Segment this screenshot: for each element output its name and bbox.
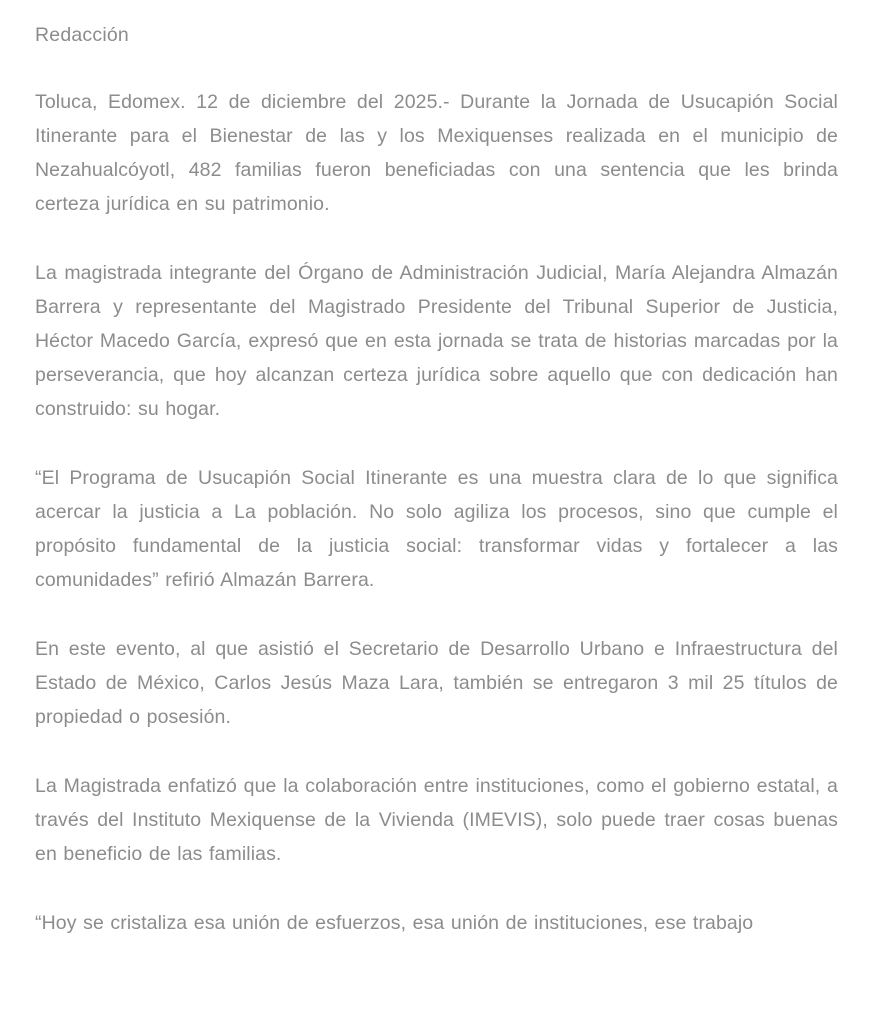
article-paragraph-3: “El Programa de Usucapión Social Itinerante es una muestra clara de lo que significa acercar la justicia a La población. No solo agiliza los procesos, sino que cumple el propósito fundamental de la justicia social: transformar vidas y fortalecer a las comunidades” refirió Almazán Barrera.: [35, 467, 838, 591]
article-byline: Redacción: [35, 24, 129, 46]
article-paragraph-2: La magistrada integrante del Órgano de Administración Judicial, María Alejandra Almazán Barrera y representante del Magistrado Presidente del Tribunal Superior de Justicia, Héctor Macedo García, expresó que en esta jornada se trata de historias marcadas por la perseverancia, que hoy alcanzan certeza jurídica sobre aquello que con dedicación han construido: su hogar.: [35, 262, 838, 420]
article-paragraph-5: La Magistrada enfatizó que la colaboración entre instituciones, como el gobierno estatal, a través del Instituto Mexiquense de la Vivienda (IMEVIS), solo puede traer cosas buenas en beneficio de las familias.: [35, 775, 838, 865]
article-paragraph-1: Toluca, Edomex. 12 de diciembre del 2025.- Durante la Jornada de Usucapión Social Itinerante para el Bienestar de las y los Mexiquenses realizada en el municipio de Nezahualcóyotl, 482 familias fueron beneficiadas con una sentencia que les brinda certeza jurídica en su patrimonio.: [35, 91, 838, 215]
article-paragraph-6: “Hoy se cristaliza esa unión de esfuerzos, esa unión de instituciones, ese trabajo: [35, 912, 754, 934]
article-paragraph-4: En este evento, al que asistió el Secretario de Desarrollo Urbano e Infraestructura del Estado de México, Carlos Jesús Maza Lara, también se entregaron 3 mil 25 títulos de propiedad o posesión.: [35, 638, 838, 728]
